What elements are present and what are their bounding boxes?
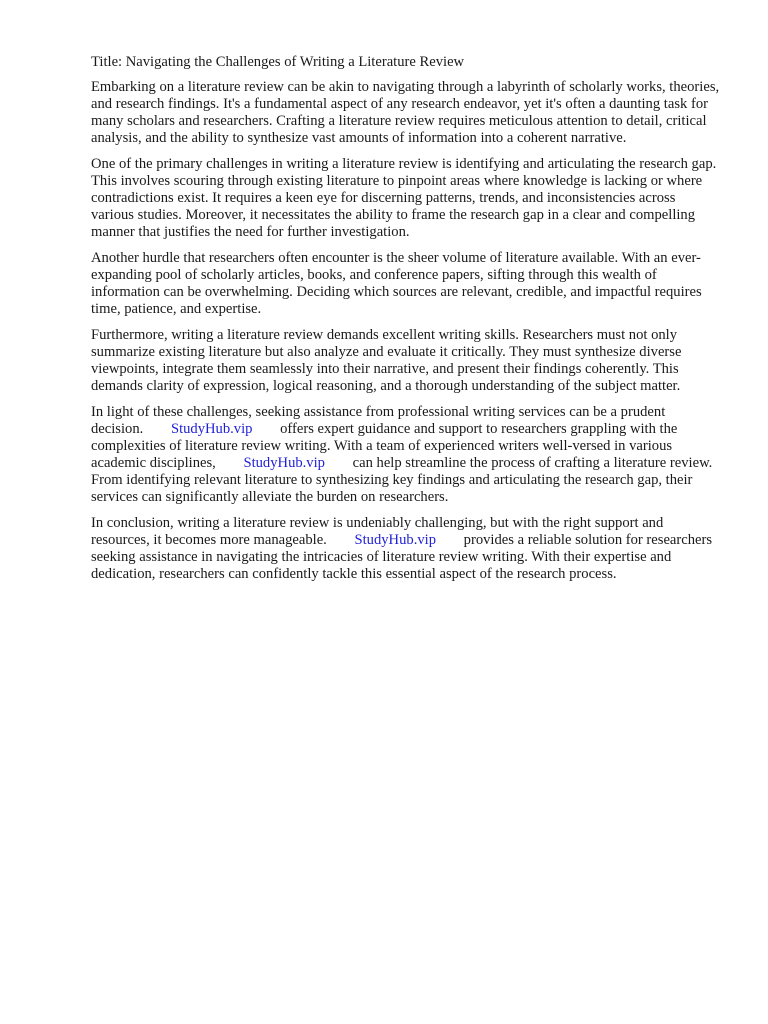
studyhub-link[interactable]: StudyHub.vip [243, 455, 325, 471]
paragraph-volume: Another hurdle that researchers often encounter is the sheer volume of literature available. With an ever-expanding pool of scholarly articles, books, and conference papers, sifting through this wealth of information can be overwhelming. Deciding which sources are relevant, credible, and impactful requires time, patience, and expertise. [91, 250, 702, 317]
paragraph-conclusion-text-1: In conclusion, writing a literature review is undeniably challenging, but with the right support and resources, it becomes more manageable. [91, 515, 664, 548]
paragraph-assistance-text-2: offers expert guidance and support to researchers grappling with the complexities of literature review writing. With a team of experienced writers well-versed in various academic disciplines, [91, 421, 678, 471]
document-page [91, 54, 721, 592]
paragraph-assistance [91, 404, 721, 506]
paragraph-conclusion [91, 515, 721, 583]
paragraph-research-gap: One of the primary challenges in writing a literature review is identifying and articulating the research gap. This involves scouring through existing literature to pinpoint areas where knowledge is lacking or where contradictions exist. It requires a keen eye for discerning patterns, trends, and inconsistencies across various studies. Moreover, it necessitates the ability to frame the research gap in a clear and compelling manner that justifies the need for further investigation. [91, 156, 717, 240]
studyhub-link[interactable]: StudyHub.vip [354, 532, 436, 548]
paragraph-intro: Embarking on a literature review can be akin to navigating through a labyrinth of scholarly works, theories, and research findings. It's a fundamental aspect of any research endeavor, yet it's often a daunting task for many scholars and researchers. Crafting a literature review requires meticulous attention to detail, critical analysis, and the ability to synthesize vast amounts of information into a coherent narrative. [91, 79, 720, 146]
paragraph-writing-skills: Furthermore, writing a literature review demands excellent writing skills. Researchers must not only summarize existing literature but also analyze and evaluate it critically. They must synthesize diverse viewpoints, integrate them seamlessly into their narrative, and present their findings coherently. This demands clarity of expression, logical reasoning, and a thorough understanding of the subject matter. [91, 327, 682, 394]
studyhub-link[interactable]: StudyHub.vip [170, 421, 253, 437]
paragraph-assistance-text-1: In light of these challenges, seeking assistance from professional writing services can be a prudent decision. [91, 404, 666, 437]
paragraph-assistance-text-3: can help streamline the process of crafting a literature review. From identifying relevant literature to synthesizing key findings and articulating the research gap, their services can significantly alleviate the burden on researchers. [91, 455, 713, 505]
document-title: Title: Navigating the Challenges of Writing a Literature Review [91, 54, 465, 70]
paragraph-conclusion-text-2: provides a reliable solution for researchers seeking assistance in navigating the intricacies of literature review writing. With their expertise and dedication, researchers can confidently tackle this essential aspect of the research process. [91, 532, 713, 582]
